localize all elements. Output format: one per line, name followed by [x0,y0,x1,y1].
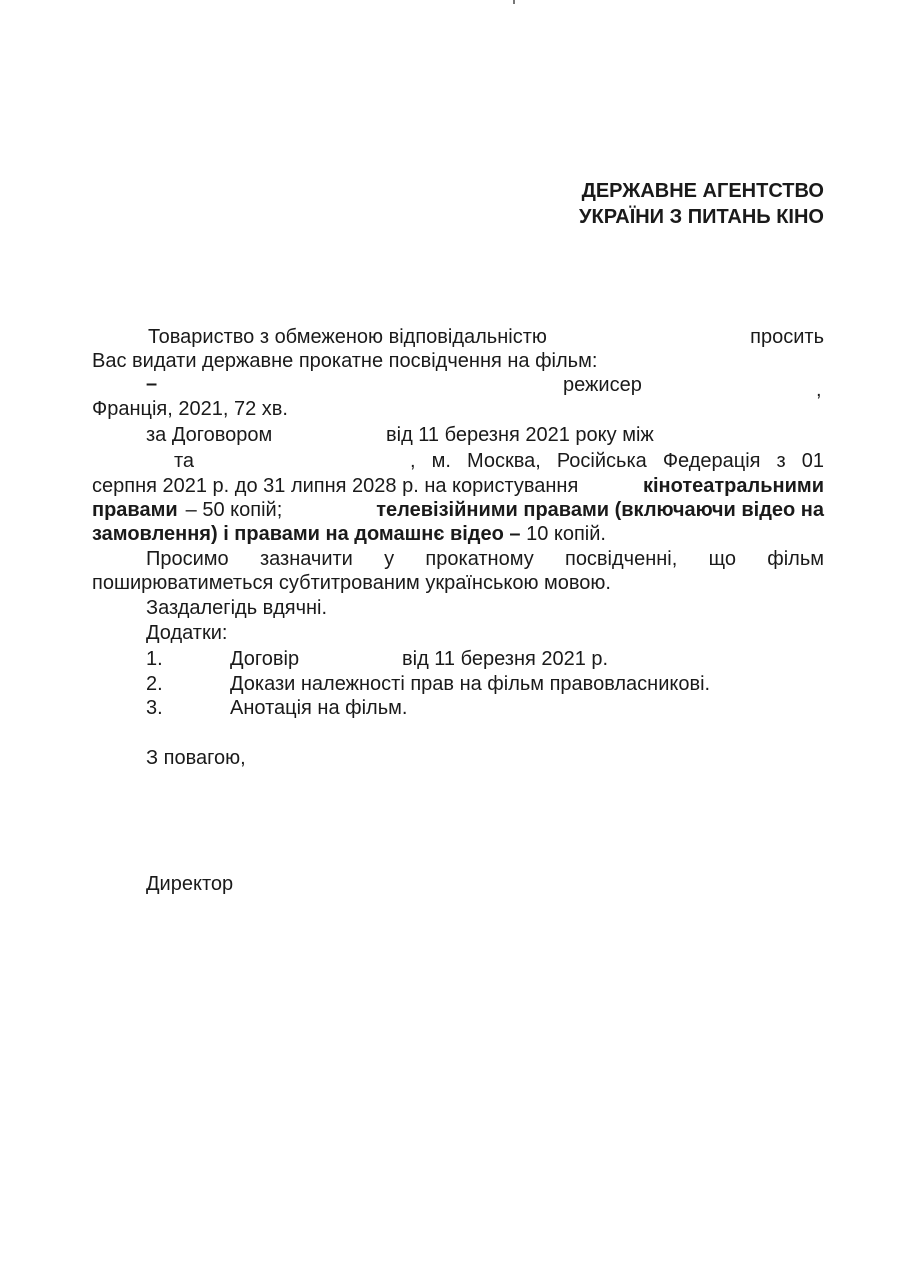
attachments-label: Додатки: [146,622,228,644]
rights-cinema-b: правами [92,499,178,521]
subtitle-request-line2: поширюватиметься субтитрованим українською мовою. [92,572,611,594]
rights-cinema-a: кінотеатральними [642,475,824,497]
request-line: Вас видати державне прокатне посвідчення на фільм: [92,350,598,372]
contract-and: та [174,450,195,472]
film-director-label: режисер [563,374,642,396]
term-text: серпня 2021 р. до 31 липня 2028 р. на користування [92,475,579,497]
company-intro: Товариство з обмеженою відповідальністю [148,326,547,348]
addressee-line-1: ДЕРЖАВНЕ АГЕНТСТВО [581,180,824,202]
scan-artifact [513,0,515,4]
rights-tv-line [92,522,606,546]
signatory-position: Директор [146,873,234,895]
attachment-1-date: від 11 березня 2021 р. [402,648,609,670]
addressee-line-2: УКРАЇНИ З ПИТАНЬ КІНО [579,206,824,228]
attachment-3-num: 3. [146,697,163,719]
rights-tv-a: телевізійними правами (включаючи відео на [376,499,824,521]
attachment-1-text: Договір [230,648,300,670]
subtitle-request-line1 [146,547,824,571]
contract-city: , м. Москва, Російська Федерація з 01 [410,450,824,472]
contract-prefix: за Договором [146,424,273,446]
term-line [92,474,824,498]
rights-line [92,498,824,522]
copies-cinema: – 50 копій; [185,499,283,521]
request-verb: просить [750,326,824,348]
contract-date: від 11 березня 2021 року між [386,424,654,446]
thanks: Заздалегідь вдячні. [146,597,328,619]
attachment-2-text: Докази належності прав на фільм правовласникові. [230,673,711,695]
attachment-2-num: 2. [146,673,163,695]
attachment-1-num: 1. [146,648,163,670]
copies-tv: 10 копій. [526,523,606,545]
rights-tv-b: замовлення) і правами на домашнє відео – [92,523,521,545]
film-info: Франція, 2021, 72 хв. [92,398,288,420]
attachment-3-text: Анотація на фільм. [230,697,408,719]
closing-regards: З повагою, [146,747,246,769]
subtitle-request-text: Просимо зазначити у прокатному посвідченні, що фільм [146,548,824,570]
film-title-dash: – [146,373,158,395]
film-comma: , [816,379,822,401]
